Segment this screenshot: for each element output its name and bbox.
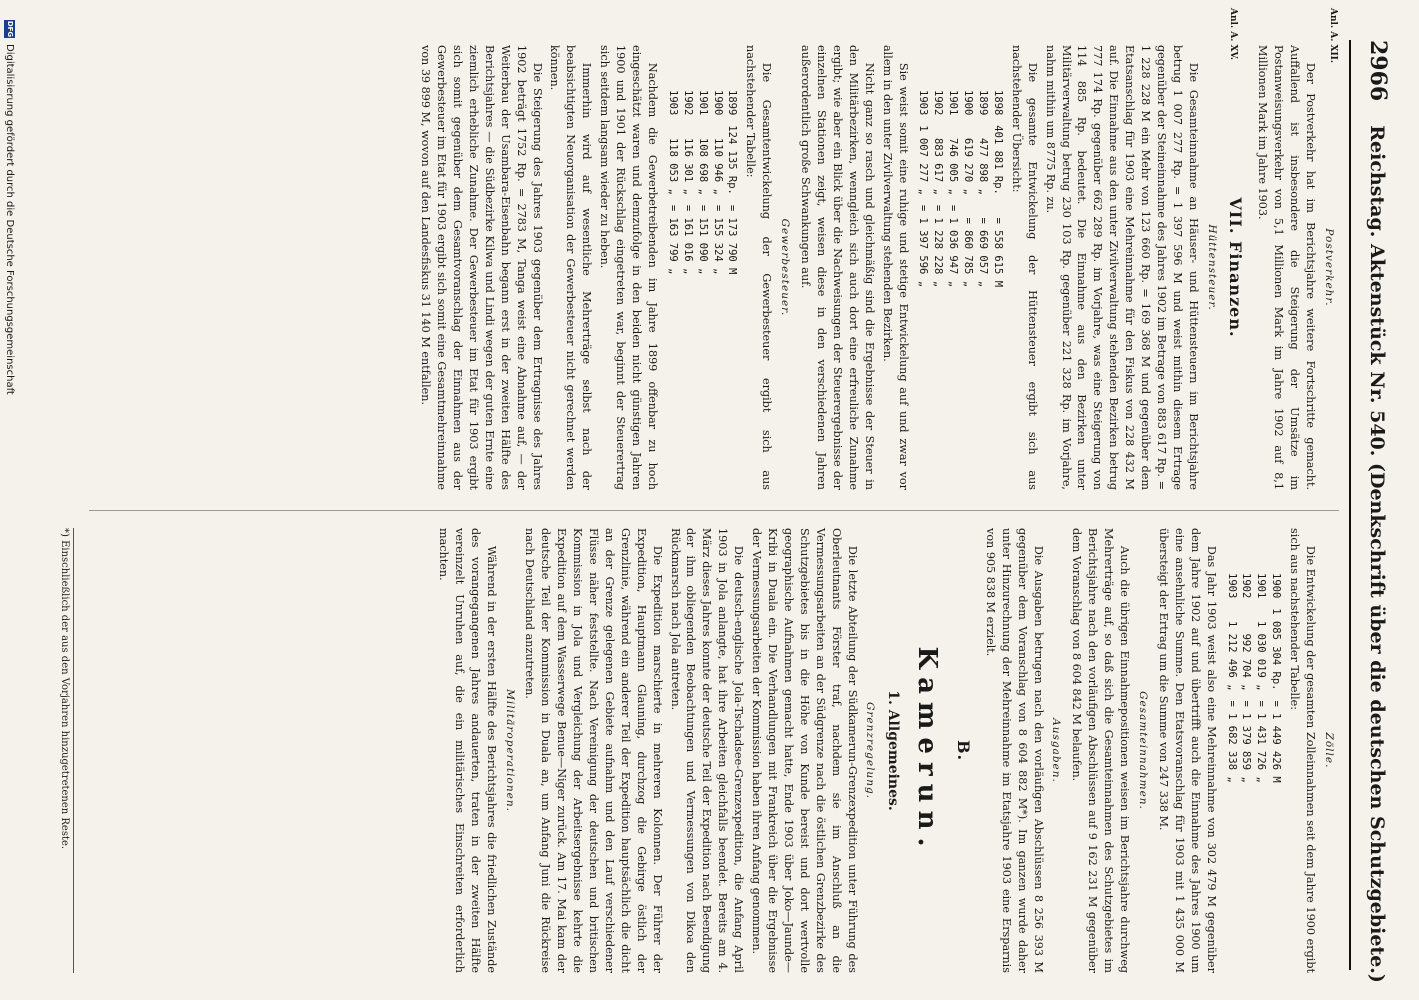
table-cell: = 161 016 „ [681,204,694,275]
grenz-text-3: Die Expedition marschierte in mehreren Kolonnen. Der Führer der Expedition, Hauptmann Glauning, durchzog die Gebirge östlich der Grenzlinie, während ein anderer Teil der Expedition hauptsächlich die dicht an der Grenze gelegenen Gebiete aufnahm und den Lauf verschiedener Flüsse näher feststellte. Nach Vereinigung der deutschen und britischen Kommission in Jola und Vergleichung der Arbeitsergebnisse kehrte die Expedition auf dem Wasserwege Benue—Niger zurück. Am 17. Mai kam der deutsche Teil der Kommission in Duala an, um Anfang Juni die Rückreise nach Deutschland anzutreten. [523,528,664,973]
table-row [930,85,945,292]
grenz-text-2: Die deutsch-englische Jola-Tschadsee-Grenzexpedition, die Anfang April 1903 in Jola anlangte, hat ihre Arbeiten gleichfalls beendet. Bereits am 4. März dieses Jahres konnte der deutsche Teil der Expedition nach Beendigung der ihm obliegenden Beobachtungen und Vermessungen von Dikoa den Rückmarsch nach Jola antreten. [668,528,746,973]
digitization-credit [0,0,19,1000]
ausgaben-heading: Ausgaben. [1050,718,1063,783]
postverkehr-text: Der Postverkehr hat im Berichtsjahre weitere Fortschritte gemacht. Auffallend ist insbesondere die Steigerung der Umsätze im Postanweisungsverkehr von 5,1 Millionen Mark im Jahre 1902 auf 8,1 Millionen Mark im Jahre 1903. [1256,45,1318,490]
table-cell: = 1 682 338 „ [1225,700,1238,783]
ausgaben-text: Die Ausgaben betrugen nach den vorläufigen Abschlüssen 8 256 393 M gegenüber dem Voranschlag von 8 604 882 M*). Im ganzen wurde daher unter Hinzurechnung der Mehreinnahme im Etatsjahre 1903 eine Ersparnis von 905 838 M erzielt. [983,528,1045,973]
table-cell: 108 698 „ [696,137,709,195]
zoelle-heading: Zölle. [1323,732,1335,769]
table-cell: = 151 090 „ [696,204,709,275]
table-cell: 1903 [1225,573,1238,599]
table-cell: 883 617 „ [932,137,945,195]
right-column [433,528,1341,973]
table-row [945,85,960,292]
table-cell: 118 053 „ [666,137,679,195]
table-cell: 477 898 „ [977,137,990,195]
table-cell: 1900 [962,90,975,116]
table-cell: 1902 [681,90,694,116]
table-cell: 1901 [696,90,709,116]
footnote: *) Einschließlich der aus den Vorjahren hinzugetretenen Reste. [59,528,74,973]
table-cell: 1 030 019 „ [1255,620,1268,691]
huetten-text-2: Die gesamte Entwickelung der Hüttensteuer ergibt sich aus nachstehender Übersicht: [1009,45,1039,490]
huetten-text-4: Nicht ganz so rasch und gleichmäßig sind die Ergebnisse der Steuer in den Militärbezirken, wenngleich sich auch dort eine erfreuliche Zunahme ergibt; wie aber ein Blick über die Nachweisungen der Steuerergebnisse der einzelnen Stationen zeigt, weisen diese in den verschiedenen Jahren außerordentlich große Schwankungen auf. [799,45,876,490]
zoelle-text-2: Das Jahr 1903 weist also eine Mehreinnahme von 302 479 M gegenüber dem Jahre 1902 auf und übertrifft auch die Einnahme des Jahres 1900 um eine ansehnliche Summe. Den Etatsvoranschlag für 1903 mit 1 435 000 M übersteigt der Ertrag um die Summe von 247 338 M. [1156,528,1218,973]
table-cell: = 155 324 „ [711,204,724,275]
gewerbe-text-4: Die Steigerung des Jahres 1903 gegenüber dem Ertragnisse des Jahres 1902 beträgt 1752 Rp. = 2783 M, Tanga weist eine Abnahme auf, — der Weiterbau der Usambara-Eisenbahn begann erst in der zweiten Hälfte des Berichtsjahres — die Südbezirke Kilwa und Lindi wegen der guten Ernte eine ziemlich erhebliche Zunahme. Der Gewerbesteuer im Etat für 1903 ergibt sich somit gegenüber dem Gesamtvoranschlag der Einnahmen aus der Gewerbesteuer im Etat für 1903 ergibt sich somit eine Gesamtmehreinnahme von 39 899 M, wovon auf den Landesfiskus 31 140 M entfallen. [419,45,544,490]
table-cell: 1 212 496 „ [1225,620,1238,691]
table-cell: 1901 [1255,573,1268,599]
table-row [665,85,680,279]
table-row [725,85,740,279]
grenz-text-1: Die letzte Abteilung der Südkamerun-Grenzexpedition unter Führung des Oberleutnants Förster traf, nachdem sie im Anschluß an die Vermessungsarbeiten an der Südgrenze nach die östlichen Grenzbezirke des Schutzgebietes bis in die Höhe von Kunde bereist und dort wertvolle geographische Aufnahmen gemacht hatte, Ende 1903 über Joko—Jaunde—Kribi in Duala ein. Die Verhandlungen mit Frankreich über die Ergebnisse der Vermessungsarbeiten der Kommission haben ihren Anfang genommen. [750,528,859,973]
zoelle-table [1224,568,1284,788]
table-row [916,85,931,292]
section-title-kamerun: Kamerun. [912,646,943,855]
table-cell: 619 270 „ [962,137,975,195]
postverkehr-heading: Postverkehr. [1323,228,1335,307]
zoelle-text-1: Die Entwickelung der gesamten Zolleinnahmen seit dem Jahre 1900 ergibt sich aus nachstehender Tabelle: [1288,528,1318,973]
table-cell: 1 085 304 Rp. [1270,608,1283,691]
page-header [1349,40,1391,983]
table-cell: = 1 449 426 M [1270,700,1283,783]
table-cell: 116 301 „ [681,137,694,195]
huetten-heading: Hüttensteuer. [1205,224,1218,311]
gewerbe-heading: Gewerbesteuer. [779,218,792,317]
margin-note-a15: Anl. A. XV. [1228,8,1238,60]
table-row [1268,568,1283,788]
table-cell: = 860 785 „ [962,217,975,288]
table-row [1253,568,1268,788]
table-cell: = 173 790 M [726,204,739,275]
gewerbe-table [665,85,740,279]
gewerbe-text-3: Immerhin wird auf wesentliche Mehrerträge selbst nach der beabsichtigten Neuorganisation der Gewerbesteuer nicht gerechnet werden können. [548,45,594,490]
gewerbe-text-1: Die Gesamtentwickelung der Gewerbesteuer ergibt sich aus nachstehender Tabelle: [744,45,774,490]
table-cell: 1900 [711,90,724,116]
page-title: Reichstag. Aktenstück Nr. 540. (Denkschrift über die deutschen Schutzgebiete.) [1366,125,1388,983]
dfg-logo: DFG [6,20,14,38]
mil-heading: Militäroperationen. [503,689,516,812]
gewerbe-text-2: Nachdem die Gewerbetreibenden im Jahre 1899 offenbar zu hoch eingeschätzt waren und demzufolge in den beiden nicht günstigen Jahren 1900 und 1901 der Rückschlag eingetreten war, beginnt der Steuerertrag sich seitdem langsam wieder zu heben. [598,45,659,490]
table-cell: = 1 431 726 „ [1255,700,1268,783]
table-cell: 1902 [932,90,945,116]
table-cell: 1900 [1270,573,1283,599]
table-row [975,85,990,292]
table-cell: 992 704 „ [1240,633,1253,691]
table-cell: 1903 [917,90,930,116]
table-cell: 1901 [947,90,960,116]
table-cell: 1 007 277 „ [917,125,930,195]
huetten-text-3: Sie weist somit eine ruhige und stetige Entwickelung auf und zwar vor allem in den unter Zivilverwaltung stehenden Bezirken. [880,45,910,490]
table-cell: 746 005 „ [947,137,960,195]
page-number: 2966 [1365,40,1391,102]
section-letter: B. [953,739,973,762]
table-row [1224,568,1239,788]
table-cell: 110 946 „ [711,137,724,195]
table-row [1239,568,1254,788]
table-cell: 124 135 Rp. [726,125,739,195]
gesamt-heading: Gesamteinnahmen. [1137,691,1150,810]
huetten-table [916,85,1005,292]
table-cell: 401 881 Rp. [991,125,1004,195]
table-cell: 1899 [726,90,739,116]
table-cell: = 1 036 947 „ [947,204,960,288]
section-finanzen: VII. Finanzen. [1226,197,1246,338]
gesamt-text: Auch die übrigen Einnahmepositionen weisen im Berichtsjahre durchweg Mehrerträge auf, so daß sich die Gesamteinnahmen des Schutzgebietes im Berichtsjahre nach den vorläufigen Abschlüssen auf 9 162 231 M gegenüber dem Voranschlag von 8 604 842 M belaufen. [1070,528,1132,973]
table-cell: = 1 228 228 „ [932,204,945,288]
table-row [695,85,710,279]
subsection-allgemeines: 1. Allgemeines. [885,690,902,811]
column-divider [89,510,1339,511]
table-cell: 1899 [977,90,990,116]
mil-text: Während in der ersten Hälfte des Berichtsjahres die friedlichen Zustände des vorangegangenen Jahres andauerten, traten in der zweiten Hälfte vereinzelt Unruhen auf, die ein militärisches Einschreiten erforderlich machten. [436,528,498,973]
table-row [960,85,975,292]
table-cell: = 558 615 M [991,217,1004,288]
margin-note-a12: Anl. A. XII. [1328,8,1338,63]
table-row [680,85,695,279]
table-cell: = 669 057 „ [977,217,990,288]
table-cell: 1902 [1240,573,1253,599]
table-cell: = 1 379 859 „ [1240,700,1253,783]
left-column [415,45,1341,490]
table-cell: 1898 [991,90,1004,116]
table-cell: = 163 799 „ [666,204,679,275]
credit-text: Digitalisierung gefördert durch die Deutsche Forschungsgemeinschaft [4,44,15,395]
table-cell: = 1 397 596 „ [917,204,930,288]
table-row [710,85,725,279]
table-row [990,85,1005,292]
grenz-heading: Grenzregelung. [864,701,877,800]
table-cell: 1903 [666,90,679,116]
huetten-text-1: Die Gesamteinnahme an Häuser- und Hüttensteuern im Berichtsjahre betrug 1 007 277 Rp. = 1 397 596 M und weist mithin diesem Ertrage gegenüber der Steineinnahme des Jahres 1902 im Betrage von 883 617 Rp. = 1 228 228 M ein Mehr von 123 660 Rp. = 169 368 M und gegenüber dem Etatsanschlag für 1903 eine Mehreinnahme für den Fiskus von 228 432 M auf. Die Einnahme aus den unter Zivilverwaltung stehenden Bezirken betrug 777 174 Rp. gegenüber 662 289 Rp. im Vorjahre, was eine Steigerung von 114 885 Rp. bedeutet. Die Einnahme aus den Bezirken unter Militärverwaltung betrug 230 103 Rp. gegenüber 221 328 Rp. im Vorjahre, nahm mithin um 8775 Rp. zu. [1043,45,1200,490]
